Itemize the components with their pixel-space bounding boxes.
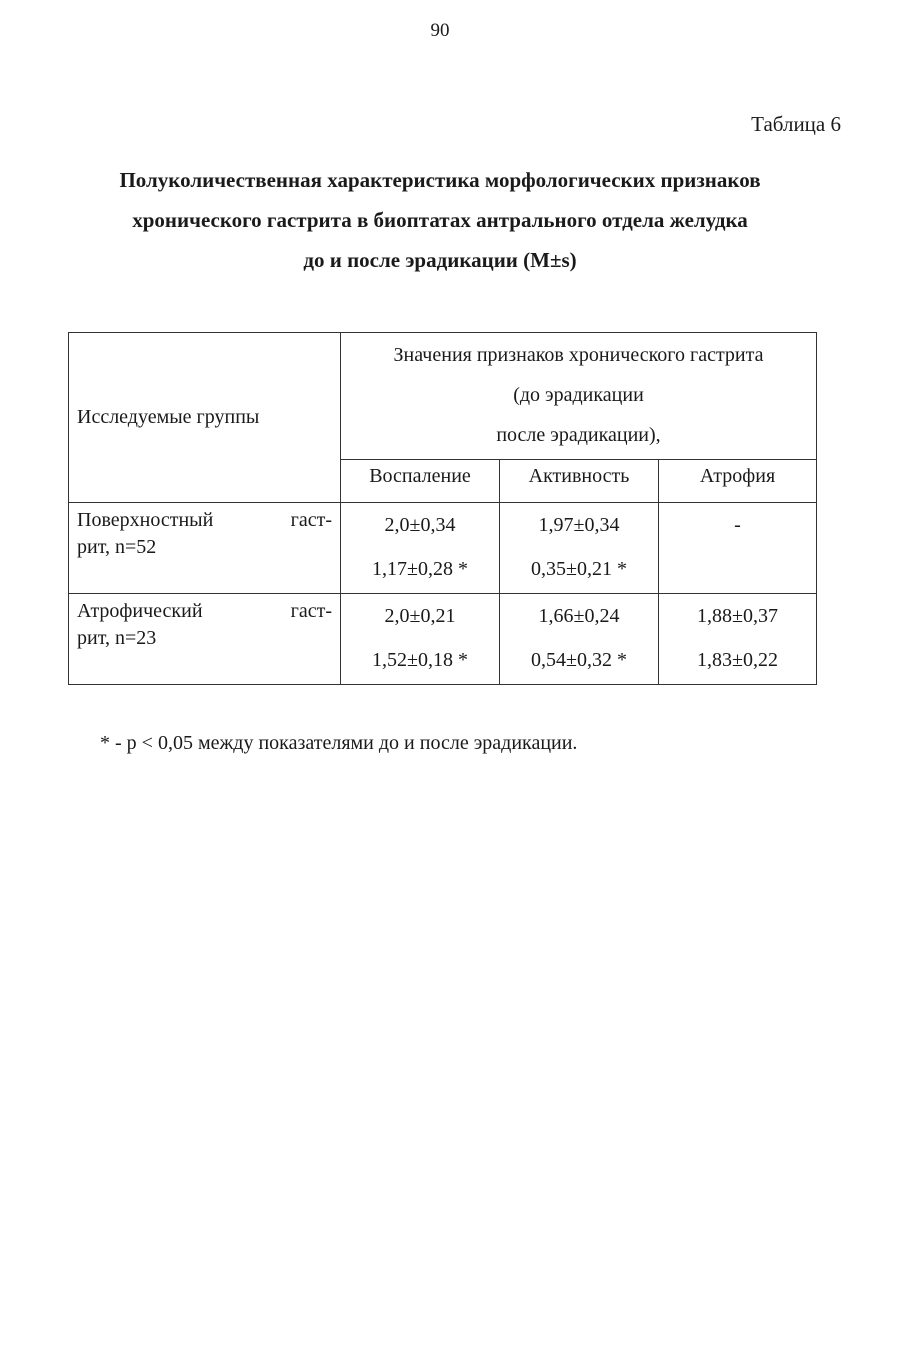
span-header: [341, 333, 817, 460]
table-title: [40, 160, 840, 280]
inflammation-cell: [341, 594, 500, 685]
table-row: [69, 503, 817, 594]
group-size: рит, n=23: [77, 627, 157, 649]
value-before: 2,0±0,21: [384, 605, 456, 627]
value-before: 1,97±0,34: [538, 514, 620, 536]
value-before: 1,66±0,24: [538, 605, 620, 627]
header-row: [69, 333, 817, 460]
title-line: до и после эрадикации (M±s): [303, 248, 577, 272]
atrophy-cell: [659, 503, 817, 594]
group-header: Исследуемые группы: [69, 333, 341, 503]
activity-cell: [500, 503, 659, 594]
span-header-line: после эрадикации),: [496, 424, 661, 446]
title-line: хронического гастрита в биоптатах антрального отдела желудка: [132, 208, 748, 232]
span-header-line: Значения признаков хронического гастрита: [393, 344, 764, 366]
title-line: Полуколичественная характеристика морфологических признаков: [119, 168, 761, 192]
group-name-hyphen: гаст-: [290, 509, 332, 531]
column-header-activity: Активность: [500, 460, 659, 503]
span-header-line: (до эрадикации: [513, 384, 644, 406]
value-after: 1,17±0,28 *: [372, 558, 468, 580]
footnote: * - р < 0,05 между показателями до и после эрадикации.: [100, 732, 578, 754]
value-before: 1,88±0,37: [697, 605, 778, 627]
group-cell: [69, 503, 341, 594]
group-cell: [69, 594, 341, 685]
value-before: 2,0±0,34: [384, 514, 456, 536]
inflammation-cell: [341, 503, 500, 594]
table-row: [69, 594, 817, 685]
table-label: Таблица 6: [751, 112, 841, 136]
group-name-hyphen: гаст-: [290, 600, 332, 622]
value-after: 0,54±0,32 *: [531, 649, 627, 671]
value-after: [659, 547, 816, 591]
value-after: 0,35±0,21 *: [531, 558, 627, 580]
value-before: -: [734, 514, 741, 536]
page-number: 90: [430, 20, 450, 41]
value-after: 1,83±0,22: [697, 649, 778, 671]
atrophy-cell: [659, 594, 817, 685]
column-header-inflammation: Воспаление: [341, 460, 500, 503]
value-after: 1,52±0,18 *: [372, 649, 468, 671]
group-name: Поверхностный: [77, 509, 214, 531]
activity-cell: [500, 594, 659, 685]
data-table: [68, 332, 817, 685]
group-size: рит, n=52: [77, 536, 157, 558]
column-header-atrophy: Атрофия: [659, 460, 817, 503]
group-name: Атрофический: [77, 600, 203, 622]
